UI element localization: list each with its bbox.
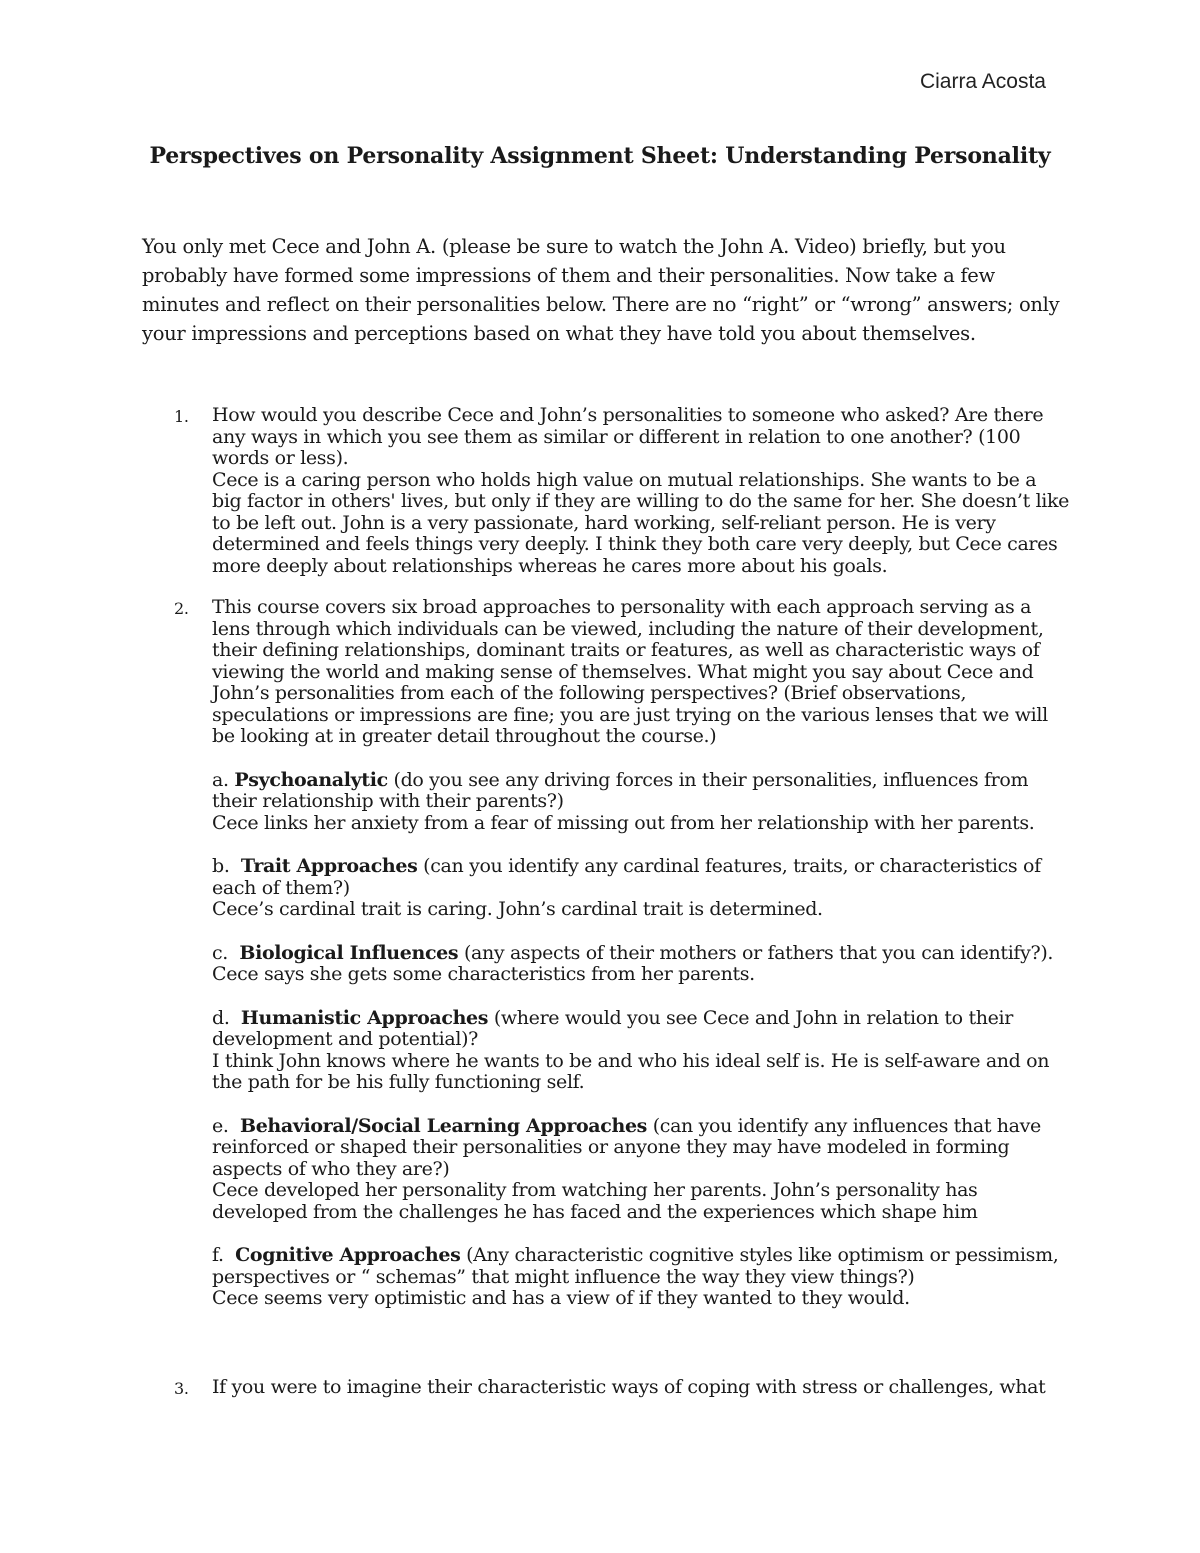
subitem-prompt [212, 1008, 1070, 1051]
subitem-heading: Humanistic Approaches [240, 1006, 489, 1029]
subitem-letter: c. [212, 941, 228, 964]
subitem-letter: d. [212, 1006, 230, 1029]
subitem-heading: Cognitive Approaches [235, 1244, 461, 1266]
author-name: Ciarra Acosta [919, 70, 1046, 93]
subitem-question: (where would you see Cece and John in relation to their development and potential)? [212, 1006, 1013, 1050]
subitem-prompt [212, 1116, 1070, 1181]
subitem-prompt [212, 943, 1070, 965]
question-prompt: How would you describe Cece and John’s personalities to someone who asked? Are there any ways in which you see them as similar or different in relation to one another? (100 words or less). [212, 404, 1044, 469]
subitem-letter: e. [212, 1114, 229, 1137]
subitem-heading: Behavioral/Social Learning Approaches [239, 1114, 648, 1137]
question-3 [150, 1377, 1070, 1399]
subitem-answer: Cece says she gets some characteristics from her parents. [212, 963, 755, 985]
subitem-heading: Biological Influences [239, 941, 459, 964]
question-1 [150, 405, 1070, 577]
subitem-prompt [212, 1245, 1070, 1288]
subitem-letter: a. [212, 768, 229, 791]
subitem-question: (any aspects of their mothers or fathers that you can identify?). [458, 941, 1054, 964]
subitem-question: (can you identify any influences that have reinforced or shaped their personalities or anyone they may have modeled in forming aspects of who they are?) [212, 1114, 1041, 1180]
subitem-answer: I think John knows where he wants to be and who his ideal self is. He is self-aware and on the path for be his fully functioning self. [212, 1049, 1050, 1093]
subitem-trait-approaches [212, 856, 1070, 921]
intro-paragraph: You only met Cece and John A. (please be sure to watch the John A. Video) briefly, but you probably have formed some impressions of them and their personalities. Now take a few minutes and reflect on their personalities below. There are no “right” or “wrong” answers; only your impressions and perceptions based on what they have told you about themselves. [142, 235, 1060, 345]
subitem-humanistic-approaches [212, 1008, 1070, 1094]
subitem-cognitive-approaches [212, 1245, 1070, 1310]
subitem-letter: b. [212, 855, 230, 877]
subitem-behavioral-approaches [212, 1116, 1070, 1224]
subitem-answer: Cece developed her personality from watching her parents. John’s personality has developed from the challenges he has faced and the experiences which shape him [212, 1179, 978, 1223]
subitem-psychoanalytic [212, 770, 1070, 835]
subitem-question: (Any characteristic cognitive styles like optimism or pessimism, perspectives or “ schemas” that might influence the way they view things?) [212, 1244, 1059, 1288]
question-prompt: If you were to imagine their characteristic ways of coping with stress or challenges, what [212, 1376, 1046, 1398]
question-number: 1. [174, 407, 189, 426]
question-answer: Cece is a caring person who holds high value on mutual relationships. She wants to be a big factor in others' lives, but only if they are willing to do the same for her. She doesn’t like to be left out. John is a very passionate, hard working, self-reliant person. He is very determined and feels things very deeply. I think they both care very deeply, but Cece cares more deeply about relationships whereas he cares more about his goals. [212, 468, 1070, 577]
question-prompt: This course covers six broad approaches to personality with each approach serving as a lens through which individuals can be viewed, including the nature of their development, their defining relationships, dominant traits or features, as well as characteristic ways of viewing the world and making sense of themselves. What might you say about Cece and John’s personalities from each of the following perspectives? (Brief observations, speculations or impressions are fine; you are just trying on the various lenses that we will be looking at in greater detail throughout the course.) [212, 596, 1048, 747]
subitem-question: (do you see any driving forces in their personalities, influences from their relationship with their parents?) [212, 768, 1029, 812]
question-number: 2. [174, 599, 189, 618]
question-list-continued [150, 1377, 1070, 1399]
subitem-prompt [212, 856, 1070, 899]
subitem-question: (can you identify any cardinal features, traits, or characteristics of each of them?) [212, 855, 1041, 899]
document-title: Perspectives on Personality Assignment Sheet: Understanding Personality [149, 143, 1051, 169]
subitem-prompt [212, 770, 1070, 813]
question-list [150, 405, 1070, 1310]
subitem-answer: Cece seems very optimistic and has a view of if they wanted to they would. [212, 1287, 910, 1309]
subitem-heading: Trait Approaches [240, 855, 418, 877]
subitem-letter: f. [212, 1244, 224, 1266]
subitem-heading: Psychoanalytic [234, 768, 388, 791]
subitem-biological-influences [212, 943, 1070, 986]
subitem-answer: Cece’s cardinal trait is caring. John’s cardinal trait is determined. [212, 898, 823, 920]
question-number: 3. [174, 1379, 189, 1398]
subitem-answer: Cece links her anxiety from a fear of missing out from her relationship with her parents. [212, 811, 1035, 834]
question-2 [150, 597, 1070, 1310]
